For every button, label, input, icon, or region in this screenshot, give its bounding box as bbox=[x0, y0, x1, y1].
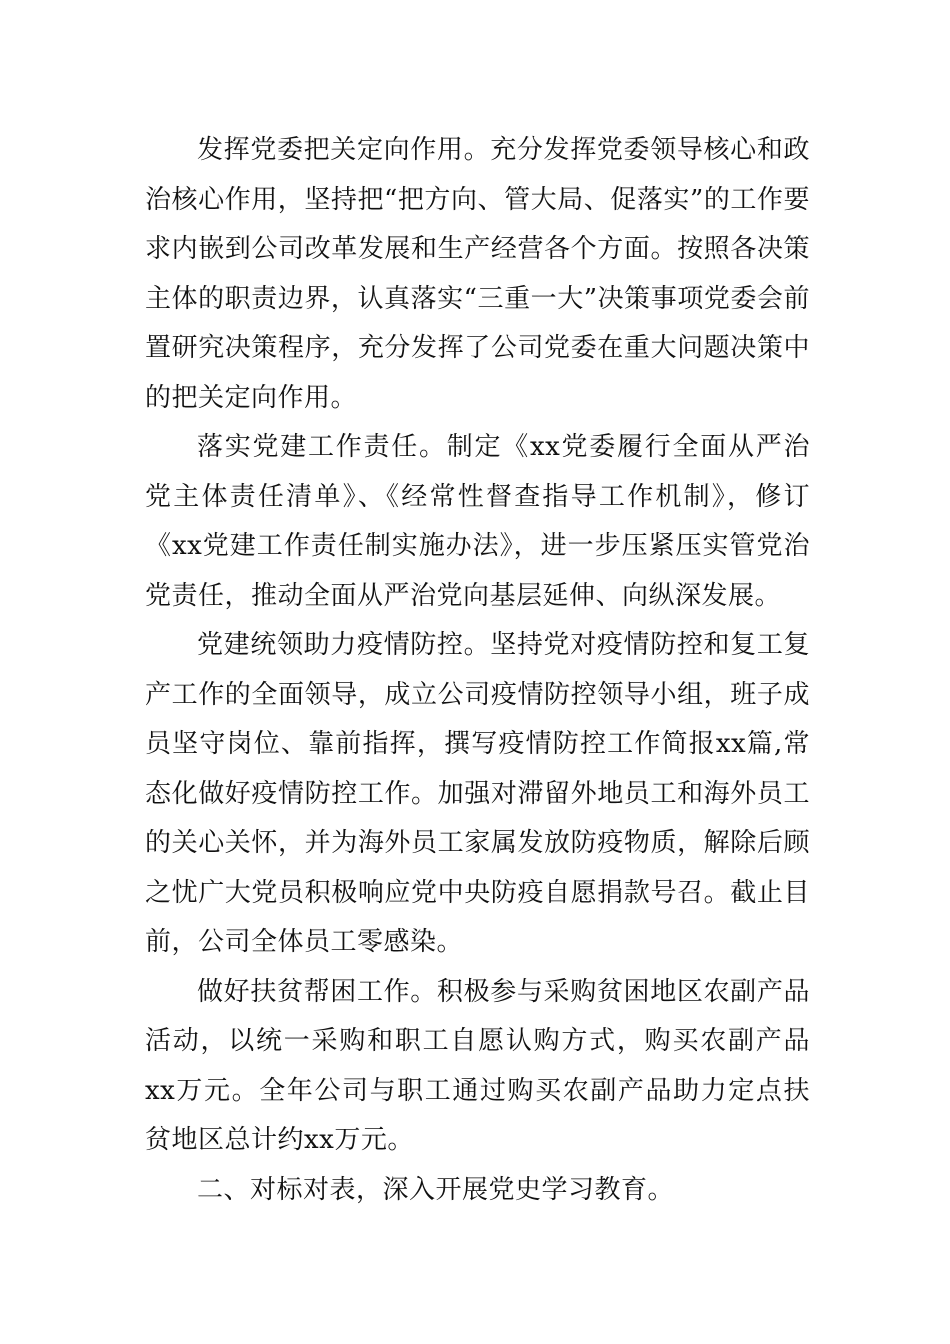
paragraph-party-building-responsibility: 落实党建工作责任。制定《xx党委履行全面从严治党主体责任清单》、《经常性督查指导工作机制》，修订《xx党建工作责任制实施办法》，进一步压紧压实管党治党责任，推动全面从严治党向基层延伸、向纵深发展。 bbox=[145, 432, 810, 611]
paragraph-epidemic-prevention: 党建统领助力疫情防控。坚持党对疫情防控和复工复产工作的全面领导，成立公司疫情防控领导小组，班子成员坚守岗位、靠前指挥，撰写疫情防控工作简报xx篇,常态化做好疫情防控工作。加强对滞留外地员工和海外员工的关心关怀，并为海外员工家属发放防疫物质，解除后顾之忧广大党员积极响应党中央防疫自愿捐款号召。截止目前，公司全体员工零感染。 bbox=[145, 630, 810, 957]
paragraph-poverty-alleviation: 做好扶贫帮困工作。积极参与采购贫困地区农副产品活动，以统一采购和职工自愿认购方式，购买农副产品xx万元。全年公司与职工通过购买农副产品助力定点扶贫地区总计约xx万元。 bbox=[145, 976, 810, 1155]
section-heading-party-history-education: 二、对标对表，深入开展党史学习教育。 bbox=[197, 1174, 675, 1205]
document-body bbox=[145, 126, 810, 1215]
paragraph-party-committee-role: 发挥党委把关定向作用。充分发挥党委领导核心和政治核心作用，坚持把“把方向、管大局、促落实”的工作要求内嵌到公司改革发展和生产经营各个方面。按照各决策主体的职责边界，认真落实“三重一大”决策事项党委会前置研究决策程序，充分发挥了公司党委在重大问题决策中的把关定向作用。 bbox=[145, 135, 810, 413]
